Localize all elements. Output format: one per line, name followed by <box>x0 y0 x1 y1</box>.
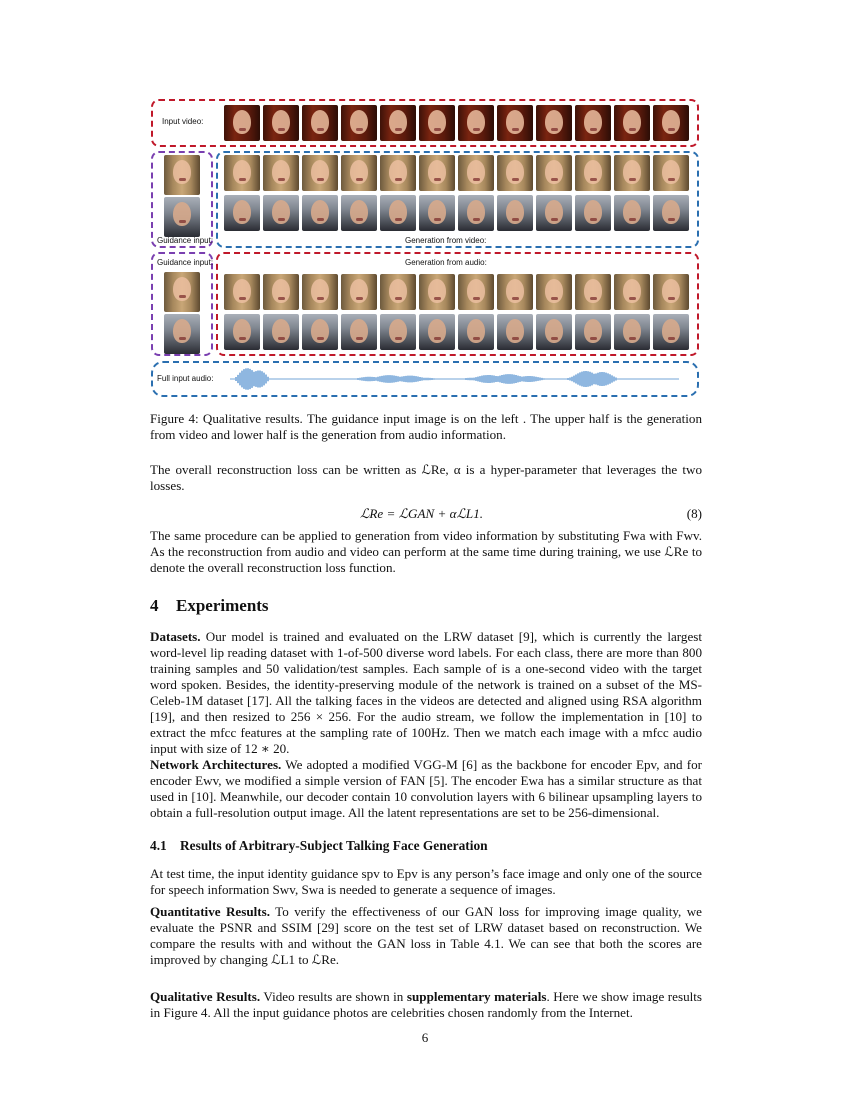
guidance-image-woman <box>164 155 200 195</box>
generated-frame-man <box>302 314 338 350</box>
guidance-image-man-2 <box>164 314 200 354</box>
generated-frame-woman <box>614 274 650 310</box>
generated-frame-man <box>497 314 533 350</box>
subsection-title: Results of Arbitrary-Subject Talking Face Generation <box>180 838 488 853</box>
generated-frame-man <box>224 195 260 231</box>
figure-caption <box>150 411 702 443</box>
qualitative-lead: Qualitative Results. <box>150 989 261 1004</box>
input-video-frame <box>536 105 572 141</box>
generated-frame-woman <box>224 274 260 310</box>
generated-frame-man <box>458 195 494 231</box>
generated-frame-woman <box>263 155 299 191</box>
input-video-frame <box>263 105 299 141</box>
quantitative-lead: Quantitative Results. <box>150 904 270 919</box>
generated-frame-woman <box>302 274 338 310</box>
qualitative-text-a: Video results are shown in <box>263 989 404 1004</box>
equation-body: ℒRe = ℒGAN + αℒL1. <box>360 506 484 521</box>
generated-frame-man <box>302 195 338 231</box>
generated-frame-man <box>419 195 455 231</box>
qualitative-bold: supplementary materials <box>406 989 547 1004</box>
quantitative-text: To verify the effectiveness of our GAN loss for improving image quality, we evaluate the PSNR and SSIM [29] score on the test set of LRW dataset based on reconstruction. We compare the results with and without the GAN loss in Table 4.1. We can see that both the scores are improved by changing ℒL1 to ℒRe. <box>150 904 702 967</box>
generation-audio-row-woman <box>224 274 689 310</box>
input-video-frame <box>497 105 533 141</box>
generated-frame-woman <box>653 155 689 191</box>
generated-frame-man <box>614 314 650 350</box>
generated-frame-man <box>341 314 377 350</box>
generated-frame-woman <box>536 155 572 191</box>
generated-frame-woman <box>497 155 533 191</box>
generated-frame-woman <box>263 274 299 310</box>
section-heading <box>150 596 269 616</box>
generated-frame-woman <box>458 155 494 191</box>
paragraph-procedure <box>150 528 702 576</box>
network-text: We adopted a modified VGG-M [6] as the backbone for encoder Epv, and for encoder Ewv, we modified a simple version of FAN [5]. The encoder Ewa has a similar structure as that used in [10]. Meanwhile, our decoder contain 10 convolution layers with 6 bilinear upsampling layers to obtain a full-resolution output image. All the latent representations are set to be 256-dimensional. <box>150 757 702 820</box>
caption-text: Figure 4: Qualitative results. The guidance input image is on the left . The upper half is the generation from video and lower half is the generation from audio information. <box>150 411 702 442</box>
generated-frame-woman <box>614 155 650 191</box>
generated-frame-woman <box>536 274 572 310</box>
generated-frame-woman <box>380 274 416 310</box>
generated-frame-woman <box>458 274 494 310</box>
generated-frame-man <box>575 195 611 231</box>
generated-frame-man <box>419 314 455 350</box>
input-video-frame <box>224 105 260 141</box>
input-video-frame <box>458 105 494 141</box>
generated-frame-woman <box>575 155 611 191</box>
guidance-bottom-label: Guidance input: <box>157 258 214 267</box>
paragraph-quantitative <box>150 904 702 968</box>
guidance-image-woman-2 <box>164 272 200 312</box>
generated-frame-woman <box>575 274 611 310</box>
generated-frame-man <box>575 314 611 350</box>
paragraph-qualitative <box>150 989 702 1021</box>
audio-waveform <box>230 364 680 394</box>
paragraph-test-text: At test time, the input identity guidance spv to Epv is any person’s face image and only one of the source for speech information Swv, Swa is needed to generate a sequence of images. <box>150 866 702 897</box>
generation-audio-row-man <box>224 314 689 350</box>
subsection-number: 4.1 <box>150 838 167 853</box>
generated-frame-man <box>653 314 689 350</box>
generation-video-label: Generation from video: <box>405 236 487 245</box>
input-video-frame <box>419 105 455 141</box>
generated-frame-man <box>536 314 572 350</box>
generated-frame-woman <box>341 274 377 310</box>
full-audio-label: Full input audio: <box>157 374 214 383</box>
generated-frame-woman <box>419 155 455 191</box>
qualitative-text-b: . Here we show image results in Figure 4. All the input guidance photos are celebrities chosen randomly from the Internet. <box>150 989 702 1020</box>
generated-frame-man <box>497 195 533 231</box>
section-number: 4 <box>150 596 159 615</box>
generation-video-row-man <box>224 195 689 231</box>
generated-frame-woman <box>419 274 455 310</box>
input-video-frame <box>302 105 338 141</box>
generated-frame-man <box>380 195 416 231</box>
generated-frame-woman <box>341 155 377 191</box>
generated-frame-woman <box>497 274 533 310</box>
input-video-frame <box>380 105 416 141</box>
generated-frame-woman <box>224 155 260 191</box>
paragraph-procedure-text: The same procedure can be applied to generation from video information by substituting Fwa with Fwv. As the reconstruction from audio and video can perform at the same time during training, we use ℒRe to denote the overall reconstruction loss function. <box>150 528 702 575</box>
paragraph-loss <box>150 462 702 494</box>
generated-frame-man <box>341 195 377 231</box>
paragraph-datasets <box>150 629 702 757</box>
generated-frame-man <box>380 314 416 350</box>
guidance-image-man <box>164 197 200 237</box>
generated-frame-man <box>263 195 299 231</box>
paragraph-network <box>150 757 702 821</box>
generated-frame-man <box>263 314 299 350</box>
network-lead: Network Architectures. <box>150 757 282 772</box>
generation-audio-label: Generation from audio: <box>405 258 487 267</box>
generation-video-row-woman <box>224 155 689 191</box>
input-video-frame <box>575 105 611 141</box>
generated-frame-man <box>614 195 650 231</box>
page-number: 6 <box>421 1030 429 1045</box>
datasets-lead: Datasets. <box>150 629 201 644</box>
generated-frame-woman <box>302 155 338 191</box>
generated-frame-man <box>458 314 494 350</box>
input-video-label: Input video: <box>162 117 204 126</box>
datasets-text: Our model is trained and evaluated on the LRW dataset [9], which is currently the largest word-level lip reading dataset with 1-of-500 diverse word labels. For each class, there are more than 800 training samples and 50 validation/test samples. Each sample of is a one-second video with the target word spoken. Besides, the identity-preserving module of the network is trained on a subset of the MS-Celeb-1M dataset [17]. All the talking faces in the videos are detected and aligned using RSA algorithm [19], and then resized to 256 × 256. For the audio stream, we follow the implementation in [10] to extract the mfcc features at the sampling rate of 100Hz. Then we match each image with a mfcc audio input with size of 12 ∗ 20. <box>150 629 702 756</box>
section-title: Experiments <box>176 596 269 615</box>
input-video-frame <box>341 105 377 141</box>
subsection-heading <box>150 838 488 854</box>
guidance-top-label: Guidance input: <box>157 236 214 245</box>
equation-number: (8) <box>686 506 702 521</box>
input-video-frames <box>224 105 689 141</box>
figure-4 <box>0 0 850 410</box>
generated-frame-man <box>224 314 260 350</box>
input-video-frame <box>614 105 650 141</box>
generated-frame-woman <box>653 274 689 310</box>
paragraph-test-time <box>150 866 702 898</box>
generated-frame-man <box>536 195 572 231</box>
paragraph-loss-text: The overall reconstruction loss can be written as ℒRe, α is a hyper-parameter that leverages the two losses. <box>150 462 702 493</box>
input-video-frame <box>653 105 689 141</box>
generated-frame-woman <box>380 155 416 191</box>
generated-frame-man <box>653 195 689 231</box>
